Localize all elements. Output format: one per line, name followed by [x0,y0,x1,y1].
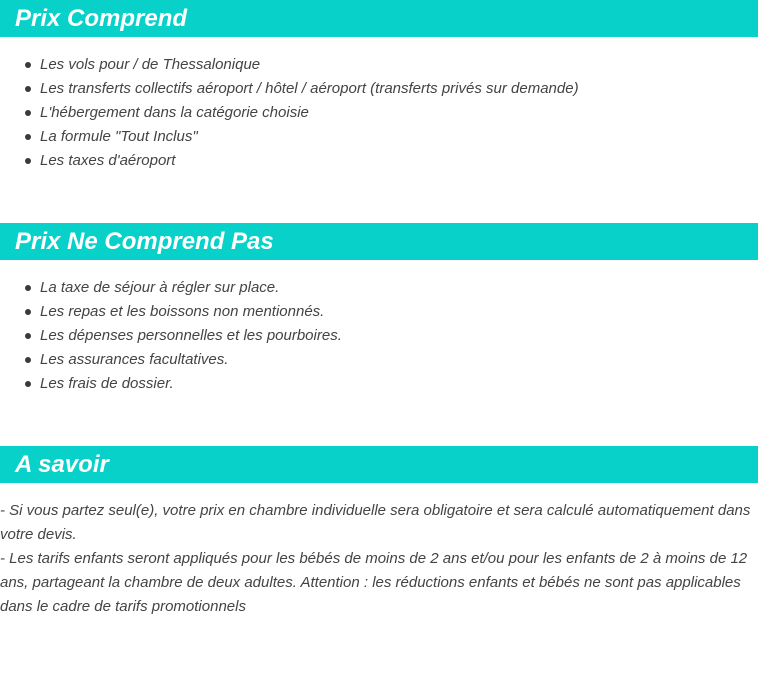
info-paragraph: - Les tarifs enfants seront appliqués pour les bébés de moins de 2 ans et/ou pour les enfants de 2 à moins de 12 ans, partageant la chambre de deux adultes. Attention : les réductions enfants et bébés ne sont pas applicables dans le cadre de tarifs promotionnels [0,550,748,615]
list-item-text: Les dépenses personnelles et les pourboires. [40,327,342,344]
list-item-text: Les taxes d'aéroport [40,152,176,169]
bullet-icon [25,333,31,339]
bullet-icon [25,158,31,164]
bullet-icon [25,110,31,116]
list-item-text: Les vols pour / de Thessalonique [40,56,261,73]
list-item [24,300,342,324]
list-item [24,348,342,372]
list-item [24,101,579,125]
list-item-text: La formule "Tout Inclus" [40,128,198,145]
list-item [24,53,579,77]
info-paragraph: - Si vous partez seul(e), votre prix en chambre individuelle sera obligatoire et sera calculé automatiquement dans votre devis. [0,502,751,543]
bullet-icon [25,285,31,291]
included-list [24,53,579,173]
bullet-icon [25,309,31,315]
section-header-prix-ne-comprend-pas [0,223,758,260]
list-item [24,125,579,149]
list-item [24,276,342,300]
section-header-a-savoir [0,446,758,483]
list-item [24,77,579,101]
list-item-text: Les assurances facultatives. [40,351,229,368]
section-header-prix-comprend [0,0,758,37]
list-item-text: La taxe de séjour à régler sur place. [40,279,280,296]
bullet-icon [25,381,31,387]
bullet-icon [25,62,31,68]
list-item [24,324,342,348]
section-title: A savoir [15,451,109,478]
info-paragraphs [0,499,752,619]
list-item-text: Les transferts collectifs aéroport / hôtel / aéroport (transferts privés sur demande) [40,80,579,97]
excluded-list [24,276,342,396]
bullet-icon [25,357,31,363]
list-item [24,149,579,173]
list-item-text: L'hébergement dans la catégorie choisie [40,104,309,121]
bullet-icon [25,134,31,140]
section-title: Prix Ne Comprend Pas [15,228,274,255]
list-item [24,372,342,396]
section-title: Prix Comprend [15,5,188,32]
list-item-text: Les repas et les boissons non mentionnés. [40,303,325,320]
list-item-text: Les frais de dossier. [40,375,174,392]
bullet-icon [25,86,31,92]
